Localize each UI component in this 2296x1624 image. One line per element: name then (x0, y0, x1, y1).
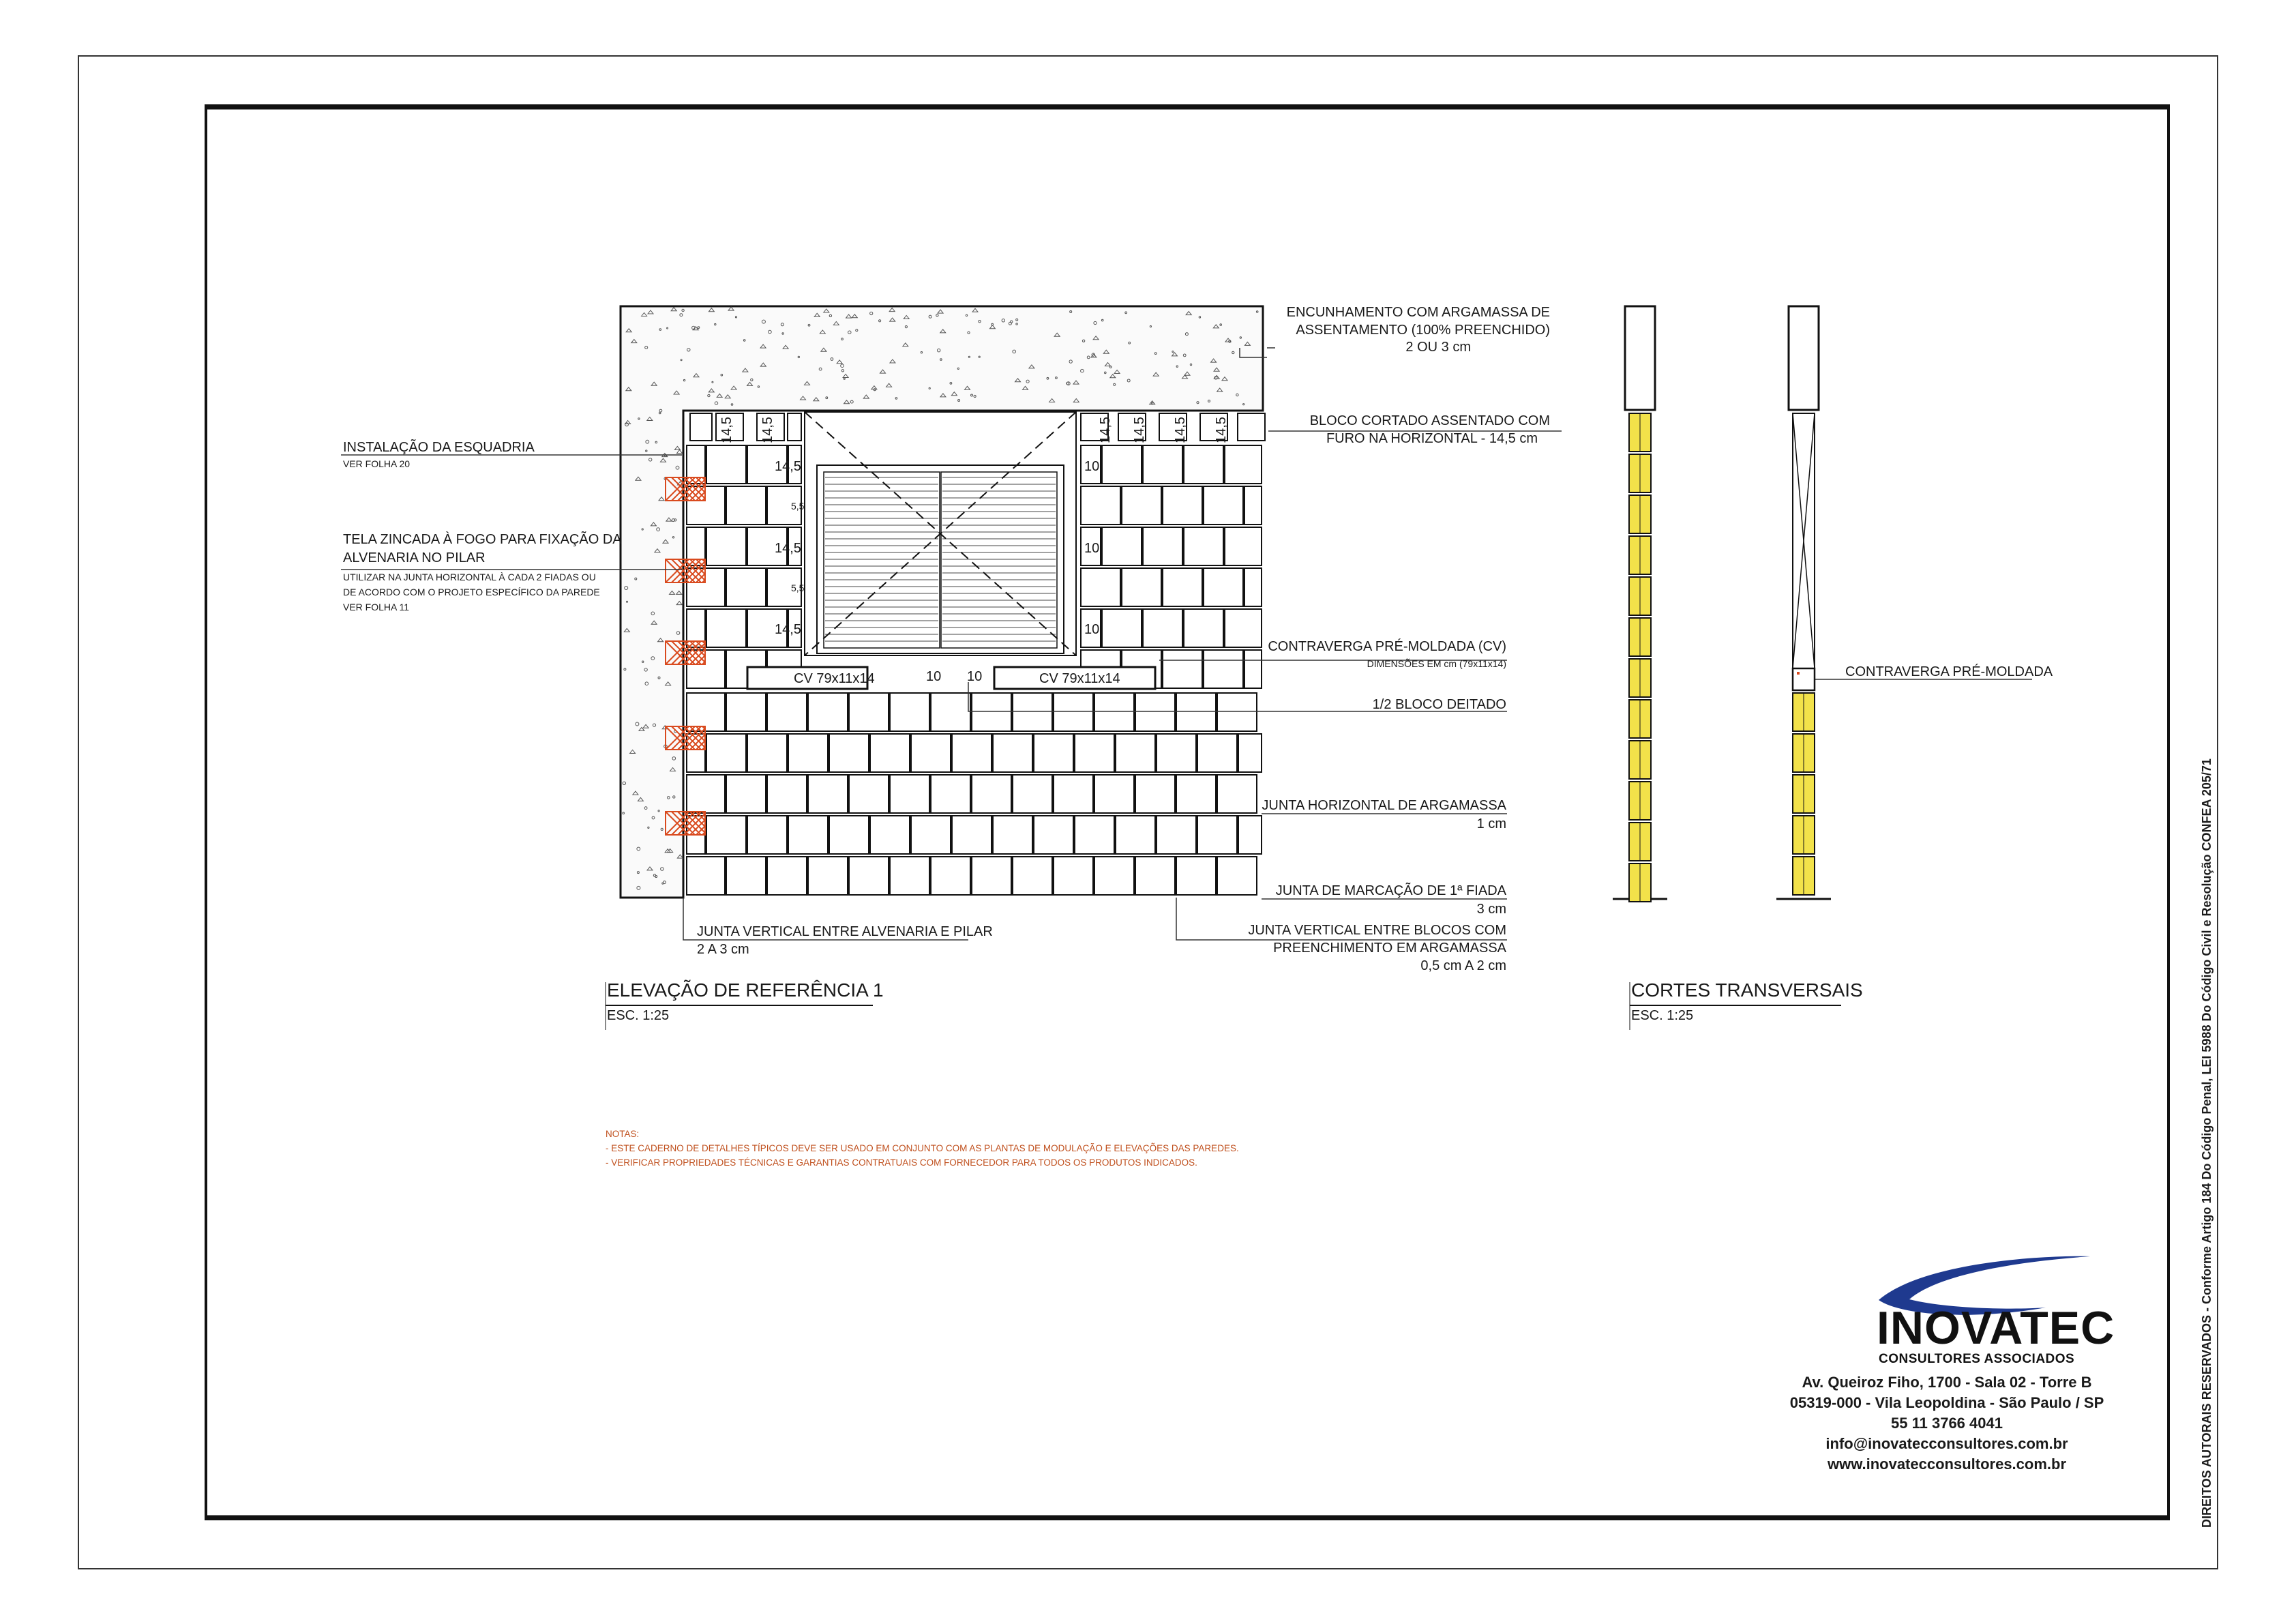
label-junta-pilar-2: 2 A 3 cm (697, 942, 749, 957)
label-encunhamento-3: 2 OU 3 cm (1405, 340, 1471, 355)
window-frame (805, 412, 1076, 655)
dim-side-1: 14,5 (775, 459, 801, 474)
cv-label-2: CV 79x11x14 (1039, 671, 1120, 686)
notes-block (606, 1127, 1239, 1170)
cv-label-1: CV 79x11x14 (794, 671, 875, 686)
label-junta-vblocos-1: JUNTA VERTICAL ENTRE BLOCOS COM (1248, 923, 1506, 938)
dim-top-6: 14,5 (1214, 417, 1229, 443)
label-junta-horizontal-2: 1 cm (1476, 816, 1506, 831)
dim-cv-gap-1: 10 (926, 669, 942, 684)
dim-55-2: 5,5 (791, 582, 805, 593)
dim-top-4: 14,5 (1132, 417, 1147, 443)
label-tela-1: TELA ZINCADA À FOGO PARA FIXAÇÃO DA (343, 532, 622, 547)
brand-phone: 55 11 3766 4041 (1891, 1415, 2003, 1432)
title-cortes: CORTES TRANSVERSAIS (1631, 979, 1863, 1001)
brand-name: INOVATEC (1877, 1302, 2115, 1354)
label-tela-sub-2: DE ACORDO COM O PROJETO ESPECÍFICO DA PAREDE (343, 587, 600, 597)
dim-side-2: 14,5 (775, 541, 801, 556)
brand-website[interactable]: www.inovatecconsultores.com.br (1827, 1456, 2067, 1473)
brand-email[interactable]: info@inovatecconsultores.com.br (1825, 1435, 2068, 1452)
corte-1 (1613, 306, 1667, 902)
label-meio-bloco: 1/2 BLOCO DEITADO (1372, 697, 1506, 712)
label-contraverga-1: CONTRAVERGA PRÉ-MOLDADA (CV) (1268, 639, 1506, 654)
label-junta-vblocos-3: 0,5 cm A 2 cm (1420, 958, 1506, 973)
label-contraverga-2: DIMENSÕES EM cm (79x11x14) (1367, 658, 1506, 669)
rights-text: DIREITOS AUTORAIS RESERVADOS - Conforme Artigo 184 Do Código Penal, LEI 5988 Do Código Civil e Resolução CONFEA 205/71 (2200, 758, 2213, 1528)
label-contraverga-corte: CONTRAVERGA PRÉ-MOLDADA (1845, 664, 2053, 679)
notes-title: NOTAS: (606, 1129, 640, 1139)
corte-2 (1776, 306, 1831, 899)
label-esquadria-sub: VER FOLHA 20 (343, 458, 411, 469)
label-esquadria: INSTALAÇÃO DA ESQUADRIA (343, 440, 535, 455)
title-cortes-scale: ESC. 1:25 (1631, 1008, 1694, 1023)
label-tela-2: ALVENARIA NO PILAR (343, 550, 486, 565)
dim-top-2: 14,5 (760, 417, 775, 443)
dim-side-10-3: 10 (1084, 622, 1100, 637)
label-tela-sub-3: VER FOLHA 11 (343, 602, 410, 612)
dim-side-3: 14,5 (775, 622, 801, 637)
label-bloco-cortado-2: FURO NA HORIZONTAL - 14,5 cm (1326, 431, 1538, 446)
label-junta-marcacao-2: 3 cm (1476, 902, 1506, 917)
notes-line-2: - VERIFICAR PROPRIEDADES TÉCNICAS E GARANTIAS CONTRATUAIS COM FORNECEDOR PARA TODOS OS PRODUTOS INDICADOS. (606, 1157, 1197, 1168)
brand-tagline: CONSULTORES ASSOCIADOS (1879, 1352, 2075, 1366)
label-junta-vblocos-2: PREENCHIMENTO EM ARGAMASSA (1273, 941, 1506, 956)
label-tela-sub-1: UTILIZAR NA JUNTA HORIZONTAL À CADA 2 FIADAS OU (343, 572, 596, 582)
dim-55-1: 5,5 (791, 501, 805, 512)
dim-top-5: 14,5 (1173, 417, 1188, 443)
label-bloco-cortado-1: BLOCO CORTADO ASSENTADO COM (1309, 413, 1550, 428)
title-elevacao-scale: ESC. 1:25 (607, 1008, 670, 1023)
title-elevacao: ELEVAÇÃO DE REFERÊNCIA 1 (607, 979, 884, 1001)
label-junta-pilar-1: JUNTA VERTICAL ENTRE ALVENARIA E PILAR (697, 924, 993, 939)
brand-address-1: Av. Queiroz Fiho, 1700 - Sala 02 - Torre B (1802, 1374, 2092, 1391)
dim-cv-gap-2: 10 (967, 669, 983, 684)
dim-side-10-1: 10 (1084, 459, 1100, 474)
dim-top-1: 14,5 (719, 417, 734, 443)
label-encunhamento-2: ASSENTAMENTO (100% PREENCHIDO) (1296, 323, 1550, 338)
label-junta-horizontal-1: JUNTA HORIZONTAL DE ARGAMASSA (1262, 798, 1506, 813)
notes-line-1: - ESTE CADERNO DE DETALHES TÍPICOS DEVE SER USADO EM CONJUNTO COM AS PLANTAS DE MODULAÇÃO E ELEVAÇÕES DAS PAREDES. (606, 1143, 1239, 1153)
brand-address-2: 05319-000 - Vila Leopoldina - São Paulo / SP (1789, 1394, 2104, 1411)
label-junta-marcacao-1: JUNTA DE MARCAÇÃO DE 1ª FIADA (1275, 883, 1506, 898)
dim-side-10-2: 10 (1084, 541, 1100, 556)
label-encunhamento-1: ENCUNHAMENTO COM ARGAMASSA DE (1286, 305, 1550, 320)
dim-top-3: 14,5 (1098, 417, 1113, 443)
